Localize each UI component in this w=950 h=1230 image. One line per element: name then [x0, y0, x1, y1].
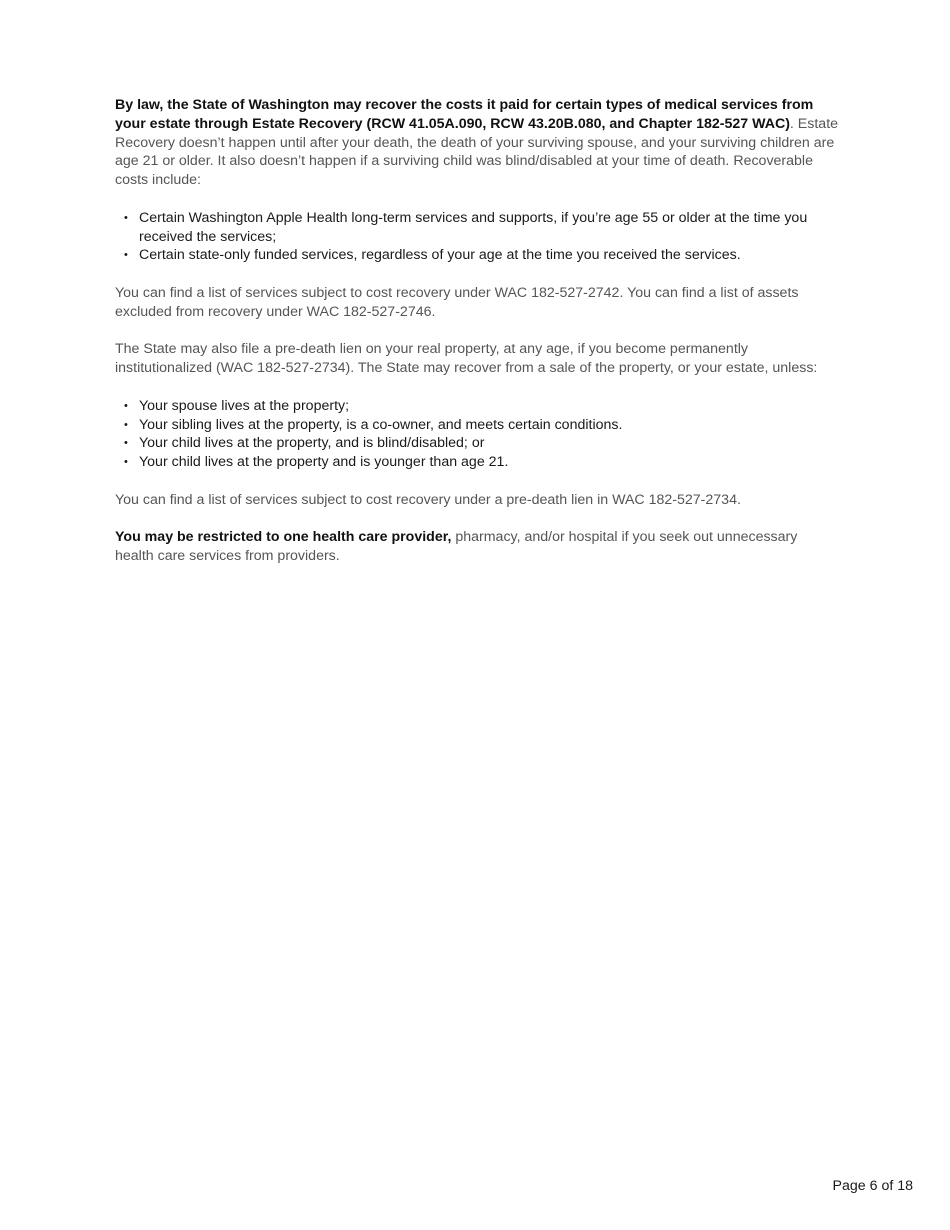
list-item: • Certain Washington Apple Health long-term services and supports, if you’re age 55 or older at the time you received the services; — [115, 209, 839, 247]
estate-recovery-bold-text: By law, the State of Washington may recover the costs it paid for certain types of medical services from your estate through Estate Recovery (RCW 41.05A.090, RCW 43.20B.080, and Chapter 182-527 WAC) — [115, 97, 814, 132]
services-subject-paragraph: You can find a list of services subject to cost recovery under WAC 182-527-2742. You can find a list of assets excluded from recovery under WAC 182-527-2746. — [115, 284, 799, 320]
page-number: Page 6 of 18 — [832, 1178, 913, 1194]
list-item: • Your child lives at the property, and is blind/disabled; or — [115, 434, 839, 453]
lien-exceptions-list — [115, 397, 839, 472]
estate-recovery-paragraph — [115, 96, 839, 190]
provider-restriction-paragraph — [115, 528, 839, 566]
pre-death-lien-paragraph: The State may also file a pre-death lien on your real property, at any age, if you become permanently institutionalized (WAC 182-527-2734). The State may recover from a sale of the property, or your estate, unless: — [115, 341, 818, 377]
estate-recovery-text: . Estate Recovery doesn’t happen until after your death, the death of your surviving spouse, and your surviving children are age 21 or older. It also doesn’t happen if a surviving child was blind/disabled at your time of death. Recoverable costs include: — [115, 115, 839, 189]
list-item: • Your child lives at the property and is younger than age 21. — [115, 453, 839, 472]
list-item: • Your sibling lives at the property, is a co-owner, and meets certain conditions. — [115, 416, 839, 435]
provider-restriction-text: pharmacy, and/or hospital if you seek out unnecessary health care services from providers. — [115, 529, 798, 565]
document-body — [115, 96, 839, 585]
recoverable-costs-list — [115, 209, 839, 265]
list-item: • Your spouse lives at the property; — [115, 397, 839, 416]
lien-services-paragraph: You can find a list of services subject to cost recovery under a pre-death lien in WAC 182-527-2734. — [115, 491, 741, 508]
list-item: • Certain state-only funded services, regardless of your age at the time you received the services. — [115, 246, 839, 265]
provider-restriction-bold-text: You may be restricted to one health care provider, — [115, 529, 452, 546]
